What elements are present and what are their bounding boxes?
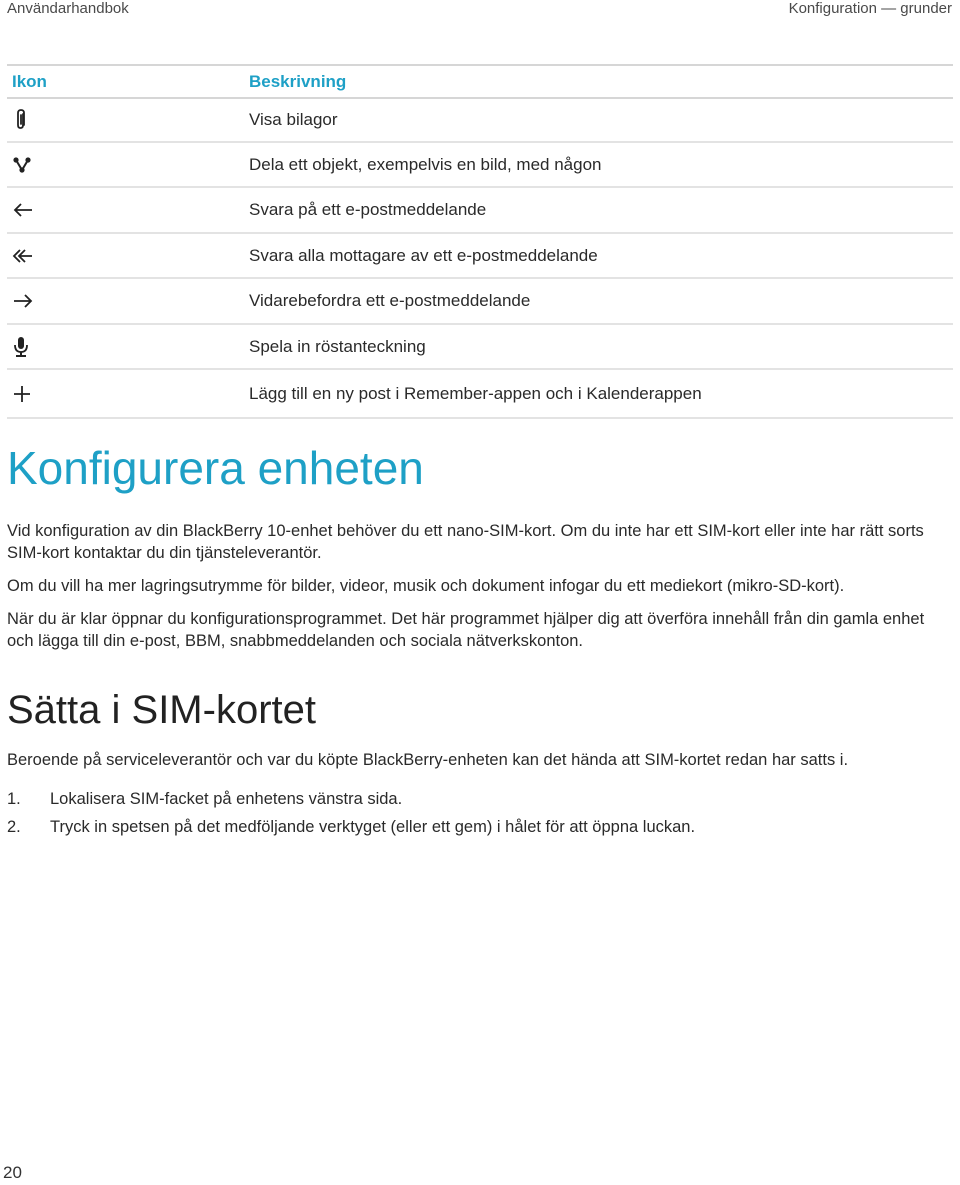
- page-number: 20: [3, 1163, 22, 1182]
- running-header-right: Konfiguration — grunder: [788, 0, 952, 17]
- column-header-icon: Ikon: [12, 71, 47, 91]
- running-header-left: Användarhandbok: [7, 0, 129, 17]
- table-header: [7, 64, 953, 99]
- row-description: Spela in röstanteckning: [249, 336, 426, 356]
- paragraph: När du är klar öppnar du konfigurationsprogrammet. Det här programmet hjälper dig att överföra innehåll från din gamla enhet och lägga till din e-post, BBM, snabbmeddelanden och sociala nätverkskonton.: [7, 610, 925, 650]
- icon-table: [7, 64, 953, 419]
- row-description: Vidarebefordra ett e-postmeddelande: [249, 291, 531, 310]
- paragraph: Beroende på serviceleverantör och var du köpte BlackBerry-enheten kan det hända att SIM-kortet redan har satts i.: [7, 751, 849, 769]
- row-description: Lägg till en ny post i Remember-appen och i Kalenderappen: [249, 383, 702, 403]
- table-row: [7, 234, 953, 279]
- list-text: Lokalisera SIM-facket på enhetens vänstra sida.: [50, 790, 403, 808]
- reply-all-icon: [7, 247, 249, 265]
- table-row: [7, 279, 953, 325]
- row-description: Svara alla mottagare av ett e-postmeddelande: [249, 245, 598, 265]
- share-icon: [7, 155, 249, 175]
- list-number: 1.: [7, 790, 21, 808]
- section-title-sim: Sätta i SIM-kortet: [7, 688, 316, 732]
- table-row: [7, 99, 953, 143]
- table-row: [7, 188, 953, 234]
- list-number: 2.: [7, 818, 21, 836]
- table-row: [7, 325, 953, 370]
- row-description: Visa bilagor: [249, 110, 338, 129]
- row-description: Dela ett objekt, exempelvis en bild, med någon: [249, 154, 602, 174]
- plus-icon: [7, 384, 249, 404]
- forward-icon: [7, 292, 249, 310]
- row-description: Svara på ett e-postmeddelande: [249, 200, 487, 219]
- section-title-configure: Konfigurera enheten: [7, 442, 424, 494]
- table-row: [7, 370, 953, 419]
- paperclip-icon: [7, 108, 249, 132]
- list-text: Tryck in spetsen på det medföljande verktyget (eller ett gem) i hålet för att öppna luckan.: [50, 818, 696, 836]
- microphone-icon: [7, 335, 249, 359]
- paragraph: Vid konfiguration av din BlackBerry 10-enhet behöver du ett nano-SIM-kort. Om du inte har ett SIM-kort eller inte har rätt sorts SIM-kort kontaktar du din tjänsteleverantör.: [7, 522, 924, 562]
- table-row: [7, 143, 953, 188]
- column-header-description: Beskrivning: [249, 71, 347, 91]
- list-item: [7, 818, 695, 837]
- paragraph: Om du vill ha mer lagringsutrymme för bilder, videor, musik och dokument infogar du ett mediekort (mikro-SD-kort).: [7, 577, 845, 595]
- reply-icon: [7, 201, 249, 219]
- list-item: [7, 790, 402, 809]
